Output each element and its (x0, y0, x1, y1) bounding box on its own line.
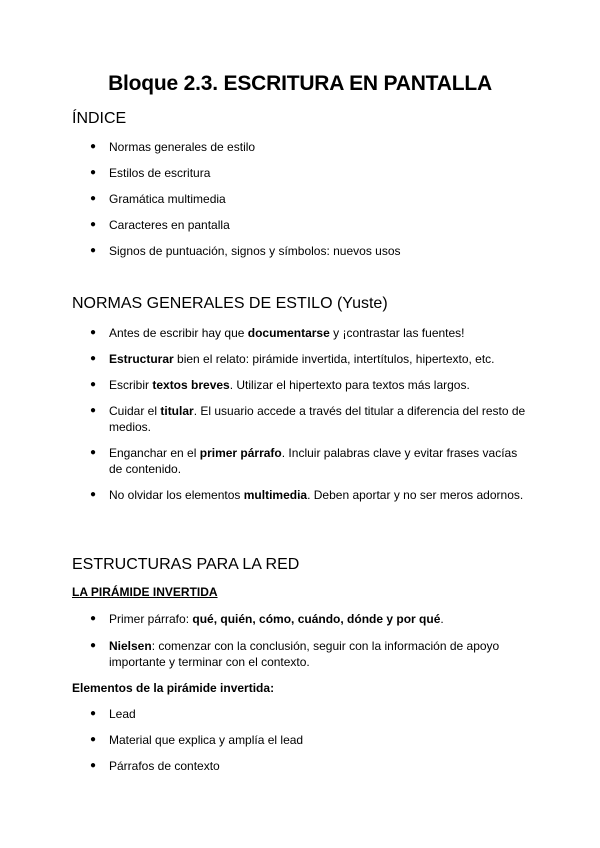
bullet-icon: ● (90, 245, 97, 256)
bullet-icon: ● (90, 219, 97, 230)
bullet-icon: ● (90, 760, 97, 771)
bullet-icon: ● (90, 141, 97, 152)
bullet-icon: ● (90, 447, 97, 458)
piramide-subheading: LA PIRÁMIDE INVERTIDA (72, 585, 218, 599)
bullet-icon: ● (90, 327, 97, 338)
normas-heading: NORMAS GENERALES DE ESTILO (Yuste) (72, 295, 388, 312)
document-page: Bloque 2.3. ESCRITURA EN PANTALLA ÍNDICE ● Normas generales de estilo ● Estilos de escritura ● Gramática multimedia ● Caracteres en pantalla ● Signos de puntuación, signos y símbolos: nuevos usos NORMAS GENERALES DE ESTILO (Yuste) ● Antes de escribir hay que documentarse y ¡contrastar las fuentes! ● Estructurar bien el relato: pirámide invertida, intertítulos, hipertexto, etc. ● Escribir textos breves. Utilizar el hipertexto para textos más largos. ● Cuidar el titular. El usuario accede a través del titular a diferencia del resto de medios. ● Enganchar en el primer párrafo. Incluir palabras clave y evitar frases vacías de contenido. ● No olvidar los elementos multimedia. Deben aportar y no ser meros adornos. ESTRUCTURAS PARA LA RED LA PIRÁMIDE INVERTIDA ● Primer párrafo: qué, quién, cómo, cuándo, dónde y por qué. ● Nielsen: comenzar con la conclusión, seguir con la información de apoyo importante y terminar con el contexto. Elementos de la pirámide invertida: ● Lead ● Material que explica y amplía el lead ● Párrafos de contexto (0, 0, 600, 848)
elementos-subheading: Elementos de la pirámide invertida: (72, 681, 275, 695)
indice-heading: ÍNDICE (72, 110, 127, 127)
bullet-icon: ● (90, 167, 97, 178)
bullet-icon: ● (90, 734, 97, 745)
bullet-icon: ● (90, 489, 97, 500)
page-title: Bloque 2.3. ESCRITURA EN PANTALLA (108, 72, 492, 95)
estructuras-heading: ESTRUCTURAS PARA LA RED (72, 556, 300, 573)
bullet-icon: ● (90, 353, 97, 364)
bullet-icon: ● (90, 379, 97, 390)
bullet-icon: ● (90, 613, 97, 624)
bullet-icon: ● (90, 708, 97, 719)
bullet-icon: ● (90, 193, 97, 204)
bullet-icon: ● (90, 640, 97, 651)
bullet-icon: ● (90, 405, 97, 416)
